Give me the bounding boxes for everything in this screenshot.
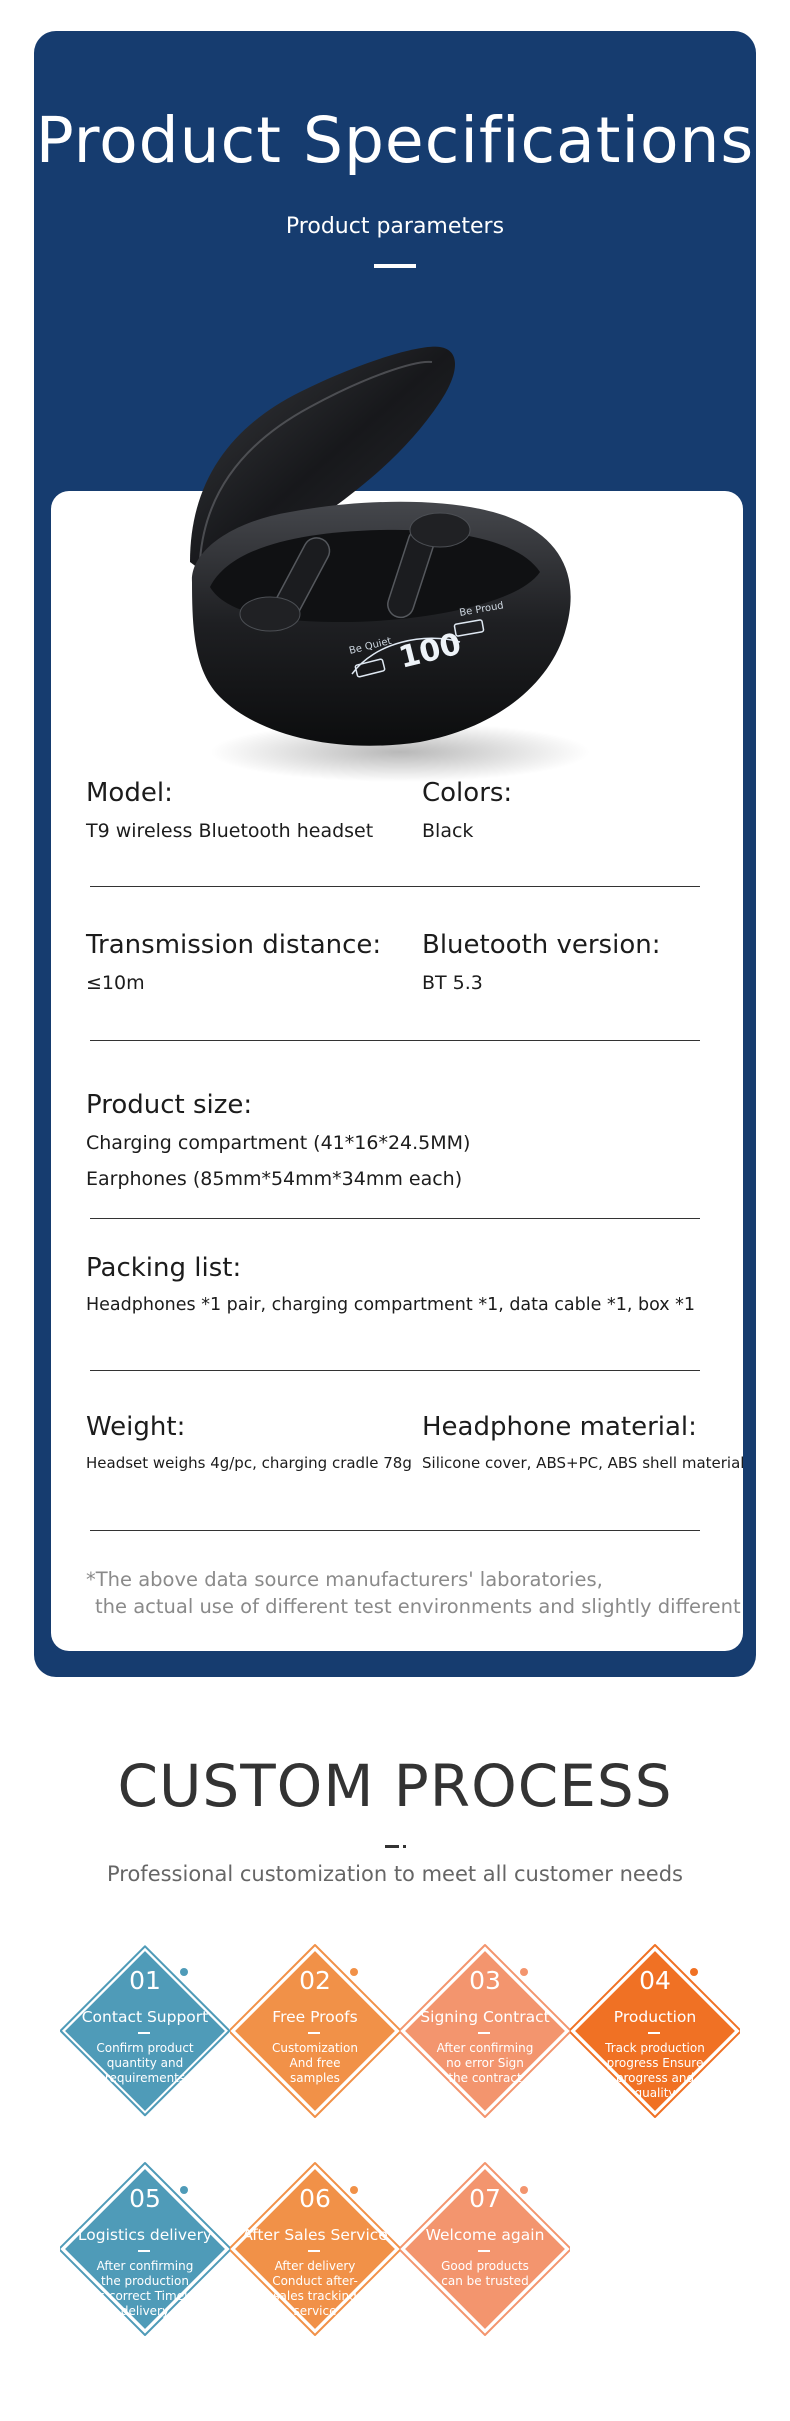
- process-step-03: [400, 1938, 570, 2128]
- step-title: Welcome again: [425, 2226, 545, 2244]
- step-number: 03: [469, 1966, 501, 1995]
- step-divider: [648, 2032, 660, 2034]
- step-divider: [308, 2032, 320, 2034]
- step-description: Good products can be trusted: [441, 2259, 529, 2288]
- material-label: Headphone material:: [422, 1412, 697, 1442]
- divider: [90, 886, 700, 887]
- divider: [90, 1040, 700, 1041]
- spec-title: Product Specifications: [35, 104, 755, 177]
- process-step-02: [230, 1938, 400, 2128]
- case-left-label: Be Quiet: [348, 635, 393, 657]
- bluetooth-label: Bluetooth version:: [422, 930, 661, 960]
- step-title: Production: [613, 2008, 697, 2026]
- product-image: [170, 332, 590, 792]
- step-description: Customization And free samples: [272, 2041, 358, 2085]
- step-divider: [478, 2032, 490, 2034]
- step-description: Confirm product quantity and requirements: [96, 2041, 194, 2085]
- transmission-value: ≤10m: [86, 972, 145, 994]
- process-subtitle: Professional customization to meet all customer needs: [106, 1862, 683, 1886]
- model-value: T9 wireless Bluetooth headset: [86, 820, 374, 842]
- step-description: After delivery Conduct after-sales tracking service: [272, 2259, 358, 2318]
- model-label: Model:: [86, 778, 173, 808]
- step-title: Logistics delivery: [77, 2226, 213, 2244]
- step-number: 01: [129, 1966, 161, 1995]
- step-divider: [308, 2250, 320, 2252]
- step-number: 05: [129, 2184, 161, 2213]
- title-underline: [374, 264, 416, 268]
- step-divider: [478, 2250, 490, 2252]
- size-value-earphones: Earphones (85mm*54mm*34mm each): [86, 1168, 463, 1190]
- step-title: Free Proofs: [272, 2008, 358, 2026]
- wireless-earbuds-case-icon: [170, 332, 590, 792]
- step-description: After confirming the production is correct Timely delivery: [95, 2259, 195, 2318]
- material-value: Silicone cover, ABS+PC, ABS shell material: [422, 1454, 745, 1472]
- step-title: Contact Support: [81, 2008, 209, 2026]
- step-description: Track production progress Ensure progress and quality: [605, 2041, 705, 2100]
- disclaimer-line-1: *The above data source manufacturers' laboratories,: [86, 1568, 603, 1591]
- case-display-number: 100: [395, 626, 465, 676]
- divider: [90, 1370, 700, 1371]
- packing-label: Packing list:: [86, 1253, 242, 1283]
- step-number: 07: [469, 2184, 501, 2213]
- weight-label: Weight:: [86, 1412, 186, 1442]
- step-number: 02: [299, 1966, 331, 1995]
- size-value-case: Charging compartment (41*16*24.5MM): [86, 1132, 471, 1154]
- step-number: 06: [299, 2184, 331, 2213]
- step-number: 04: [639, 1966, 671, 1995]
- spec-subtitle: Product parameters: [285, 214, 505, 239]
- transmission-label: Transmission distance:: [86, 930, 382, 960]
- colors-value: Black: [422, 820, 474, 842]
- disclaimer-line-2: the actual use of different test environments and slightly different: [95, 1595, 741, 1618]
- process-step-05: [60, 2156, 230, 2346]
- step-title: After Sales Service: [242, 2226, 388, 2244]
- step-divider: [138, 2032, 150, 2034]
- case-right-label: Be Proud: [458, 600, 505, 619]
- step-title: Signing Contract: [420, 2008, 550, 2026]
- process-step-01: [60, 1938, 230, 2128]
- step-description: After confirming no error Sign the contract: [436, 2041, 534, 2085]
- divider: [90, 1218, 700, 1219]
- process-step-04: [570, 1938, 740, 2128]
- divider: [90, 1530, 700, 1531]
- size-label: Product size:: [86, 1090, 253, 1120]
- bluetooth-value: BT 5.3: [422, 972, 483, 994]
- process-step-06: [230, 2156, 400, 2346]
- packing-value: Headphones *1 pair, charging compartment *1, data cable *1, box *1: [86, 1295, 696, 1315]
- process-title-mark: [385, 1845, 399, 1848]
- step-divider: [138, 2250, 150, 2252]
- process-title: CUSTOM PROCESS: [117, 1752, 673, 1820]
- weight-value: Headset weighs 4g/pc, charging cradle 78g: [86, 1454, 412, 1472]
- process-step-07: [400, 2156, 570, 2346]
- process-title-dot: [403, 1845, 406, 1848]
- colors-label: Colors:: [422, 778, 513, 808]
